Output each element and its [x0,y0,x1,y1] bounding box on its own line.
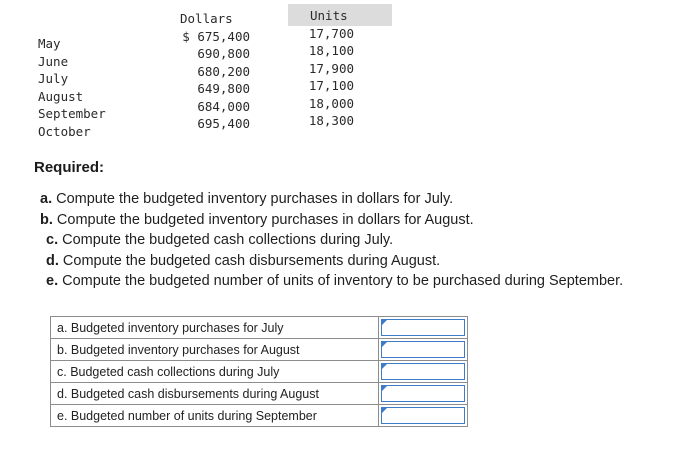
month-label: September [38,106,106,121]
answer-row [51,339,468,361]
month-label: October [38,123,91,139]
requirement-text: Compute the budgeted inventory purchases in dollars for July. [52,191,454,207]
sales-data-table [0,0,700,150]
requirement-letter: e. [46,273,59,289]
requirement-d [40,251,623,272]
requirements-list [40,189,623,292]
answer-cell [379,383,468,405]
dollars-header: Dollars [180,11,233,26]
units-header: Units [310,8,348,23]
requirement-e [40,271,623,292]
requirement-b [40,210,623,231]
units-value: 18,100 [308,43,354,58]
answer-cell [379,339,468,361]
answer-row [51,383,468,405]
answer-row [51,317,468,339]
dollars-value: 695,400 [197,116,250,131]
requirement-letter: b. [40,211,53,228]
requirement-text: Compute the budgeted cash disbursements during August. [58,252,441,269]
answer-label: b. Budgeted inventory purchases for August [51,339,379,361]
answer-cell [379,317,468,339]
answer-input-d[interactable] [381,385,465,402]
answer-label: e. Budgeted number of units during September [51,405,379,427]
dollars-value: $ 675,400 [182,28,250,44]
answer-cell [379,361,468,383]
answer-input-c[interactable] [381,363,465,380]
answer-input-a[interactable] [381,319,465,336]
answer-input-e[interactable] [381,407,465,424]
units-value: 18,000 [308,95,354,111]
month-label: August [38,88,84,104]
requirement-text: Compute the budgeted inventory purchases in dollars for August. [52,211,474,228]
month-label: May [38,36,61,51]
requirement-letter: c. [46,232,59,248]
units-value: 17,100 [308,78,354,93]
month-label: July [38,71,69,86]
requirement-letter: a. [40,191,53,207]
requirement-a [40,189,623,210]
answer-row [51,361,468,383]
units-value: 17,900 [308,60,354,76]
month-label: June [38,53,69,69]
dollars-value: 690,800 [197,46,250,61]
dollars-value: 684,000 [197,98,250,114]
units-value: 17,700 [308,25,354,41]
answer-label: c. Budgeted cash collections during July [51,361,379,383]
answer-cell [379,405,468,427]
requirement-letter: d. [46,252,59,269]
requirement-c [40,230,623,251]
dollars-column [150,10,250,133]
month-column [38,35,106,140]
answer-table [50,316,468,427]
required-heading: Required: [34,159,105,176]
dollars-value: 649,800 [197,81,250,96]
answer-input-b[interactable] [381,341,465,358]
units-value: 18,300 [308,113,354,128]
answer-label: d. Budgeted cash disbursements during August [51,383,379,405]
answer-row [51,405,468,427]
requirement-text: Compute the budgeted number of units of inventory to be purchased during September. [58,273,624,289]
dollars-value: 680,200 [197,63,250,79]
answer-label: a. Budgeted inventory purchases for July [51,317,379,339]
requirement-text: Compute the budgeted cash collections during July. [58,232,394,248]
units-column [288,7,354,130]
